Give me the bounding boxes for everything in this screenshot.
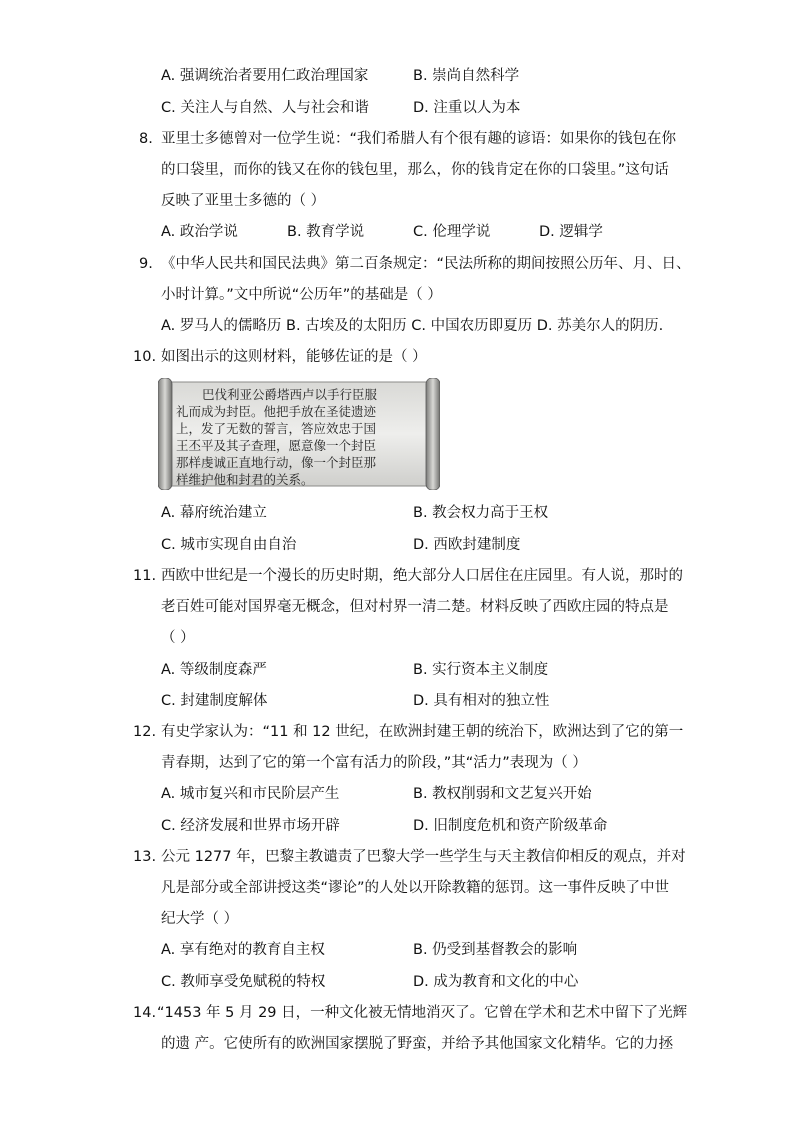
scroll-line: 那样虔诚正直地行动，像一个封臣那 [176, 455, 377, 470]
q8-stem-line3: 反映了亚里士多德的（ ） [161, 193, 326, 209]
scroll-line: 巴伐利亚公爵塔西卢以手行臣服 [202, 387, 378, 402]
q12-number: 12. [133, 724, 157, 740]
scroll-text [176, 386, 422, 488]
q9-options: A. 罗马人的儒略历 B. 古埃及的太阳历 C. 中国农历即夏历 D. 苏美尔人的阴历. [161, 318, 664, 334]
q8-stem-line1: 亚里士多德曾对一位学生说：“我们希腊人有个很有趣的谚语：如果你的钱包在你 [161, 131, 677, 147]
q8-number: 8. [139, 131, 153, 147]
q9-stem-line2: 小时计算。”文中所说“公历年”的基础是（ ） [161, 287, 442, 303]
q8-option-d: D. 逻辑学 [539, 224, 603, 240]
q11-option-d: D. 具有相对的独立性 [413, 693, 550, 709]
q14-stem-line2: 的遗 产。它使所有的欧洲国家摆脱了野蛮，并给予其他国家文化精华。它的力拯 [161, 1036, 674, 1052]
q10-option-d: D. 西欧封建制度 [413, 537, 521, 553]
q10-option-c: C. 城市实现自由自治 [161, 537, 297, 553]
q8-option-c: C. 伦理学说 [413, 224, 491, 240]
scroll-line: 王丕平及其子查理，愿意像一个封臣 [176, 438, 377, 453]
q9-number: 9. [139, 256, 153, 272]
q13-option-c: C. 教师享受免赋税的特权 [161, 974, 326, 990]
q13-option-d: D. 成为教育和文化的中心 [413, 974, 579, 990]
q12-option-a: A. 城市复兴和市民阶层产生 [161, 786, 340, 802]
q12-stem-line2: 青春期，达到了它的第一个富有活力的阶段，”其“活力”表现为（ ） [161, 755, 587, 771]
q7-option-a: A. 强调统治者要用仁政治理国家 [161, 68, 369, 84]
q7-option-b: B. 崇尚自然科学 [413, 68, 520, 84]
q12-stem-line1: 有史学家认为：“11 和 12 世纪，在欧洲封建王朝的统治下，欧洲达到了它的第一 [161, 724, 684, 740]
q11-number: 11. [133, 568, 157, 584]
q8-option-a: A. 政治学说 [161, 224, 238, 240]
q13-option-b: B. 仍受到基督教会的影响 [413, 942, 578, 958]
q13-stem-line3: 纪大学（ ） [161, 911, 239, 927]
q8-stem-line2: 的口袋里，而你的钱又在你的钱包里，那么，你的钱肯定在你的口袋里。”这句话 [161, 162, 669, 178]
q13-stem-line2: 凡是部分或全部讲授这类“谬论”的人处以开除教籍的惩罚。这一事件反映了中世 [161, 880, 670, 896]
q13-number: 13. [133, 849, 157, 865]
q14-number: 14. [133, 1005, 157, 1021]
q8-option-b: B. 教育学说 [287, 224, 365, 240]
q9-stem-line1: 《中华人民共和国民法典》第二百条规定：“民法所称的期间按照公历年、月、日、 [161, 256, 691, 272]
q11-stem-line2: 老百姓可能对国界毫无概念，但对村界一清二楚。材料反映了西欧庄园的特点是 [161, 599, 669, 615]
q12-option-c: C. 经济发展和世界市场开辟 [161, 818, 340, 834]
q7-option-c: C. 关注人与自然、人与社会和谐 [161, 100, 369, 116]
q11-stem-line3: （ ） [161, 630, 195, 646]
q12-option-d: D. 旧制度危机和资产阶级革命 [413, 818, 608, 834]
scroll-line: 样维护他和封君的关系。 [176, 472, 314, 487]
q10-stem-line1: 如图出示的这则材料，能够佐证的是（ ） [161, 349, 427, 365]
scroll-line: 礼而成为封臣。他把手放在圣徒遗迹 [176, 404, 377, 419]
q10-number: 10. [133, 349, 157, 365]
q13-option-a: A. 享有绝对的教育自主权 [161, 942, 325, 958]
q11-option-b: B. 实行资本主义制度 [413, 662, 549, 678]
q7-option-d: D. 注重以人为本 [413, 100, 521, 116]
q12-option-b: B. 教权削弱和文艺复兴开始 [413, 786, 592, 802]
q13-stem-line1: 公元 1277 年，巴黎主教谴责了巴黎大学一些学生与天主教信仰相反的观点，并对 [161, 849, 686, 865]
q11-stem-line1: 西欧中世纪是一个漫长的历史时期，绝大部分人口居住在庄园里。有人说，那时的 [161, 568, 683, 584]
q11-option-c: C. 封建制度解体 [161, 693, 268, 709]
q10-option-b: B. 教会权力高于王权 [413, 505, 549, 521]
scroll-line: 上，发了无数的誓言，答应效忠于国 [176, 421, 377, 436]
q11-option-a: A. 等级制度森严 [161, 662, 267, 678]
q10-option-a: A. 幕府统治建立 [161, 505, 267, 521]
q14-stem-line1: “1453 年 5 月 29 日，一种文化被无情地消灭了。它曾在学术和艺术中留下了光辉 [157, 1005, 688, 1021]
